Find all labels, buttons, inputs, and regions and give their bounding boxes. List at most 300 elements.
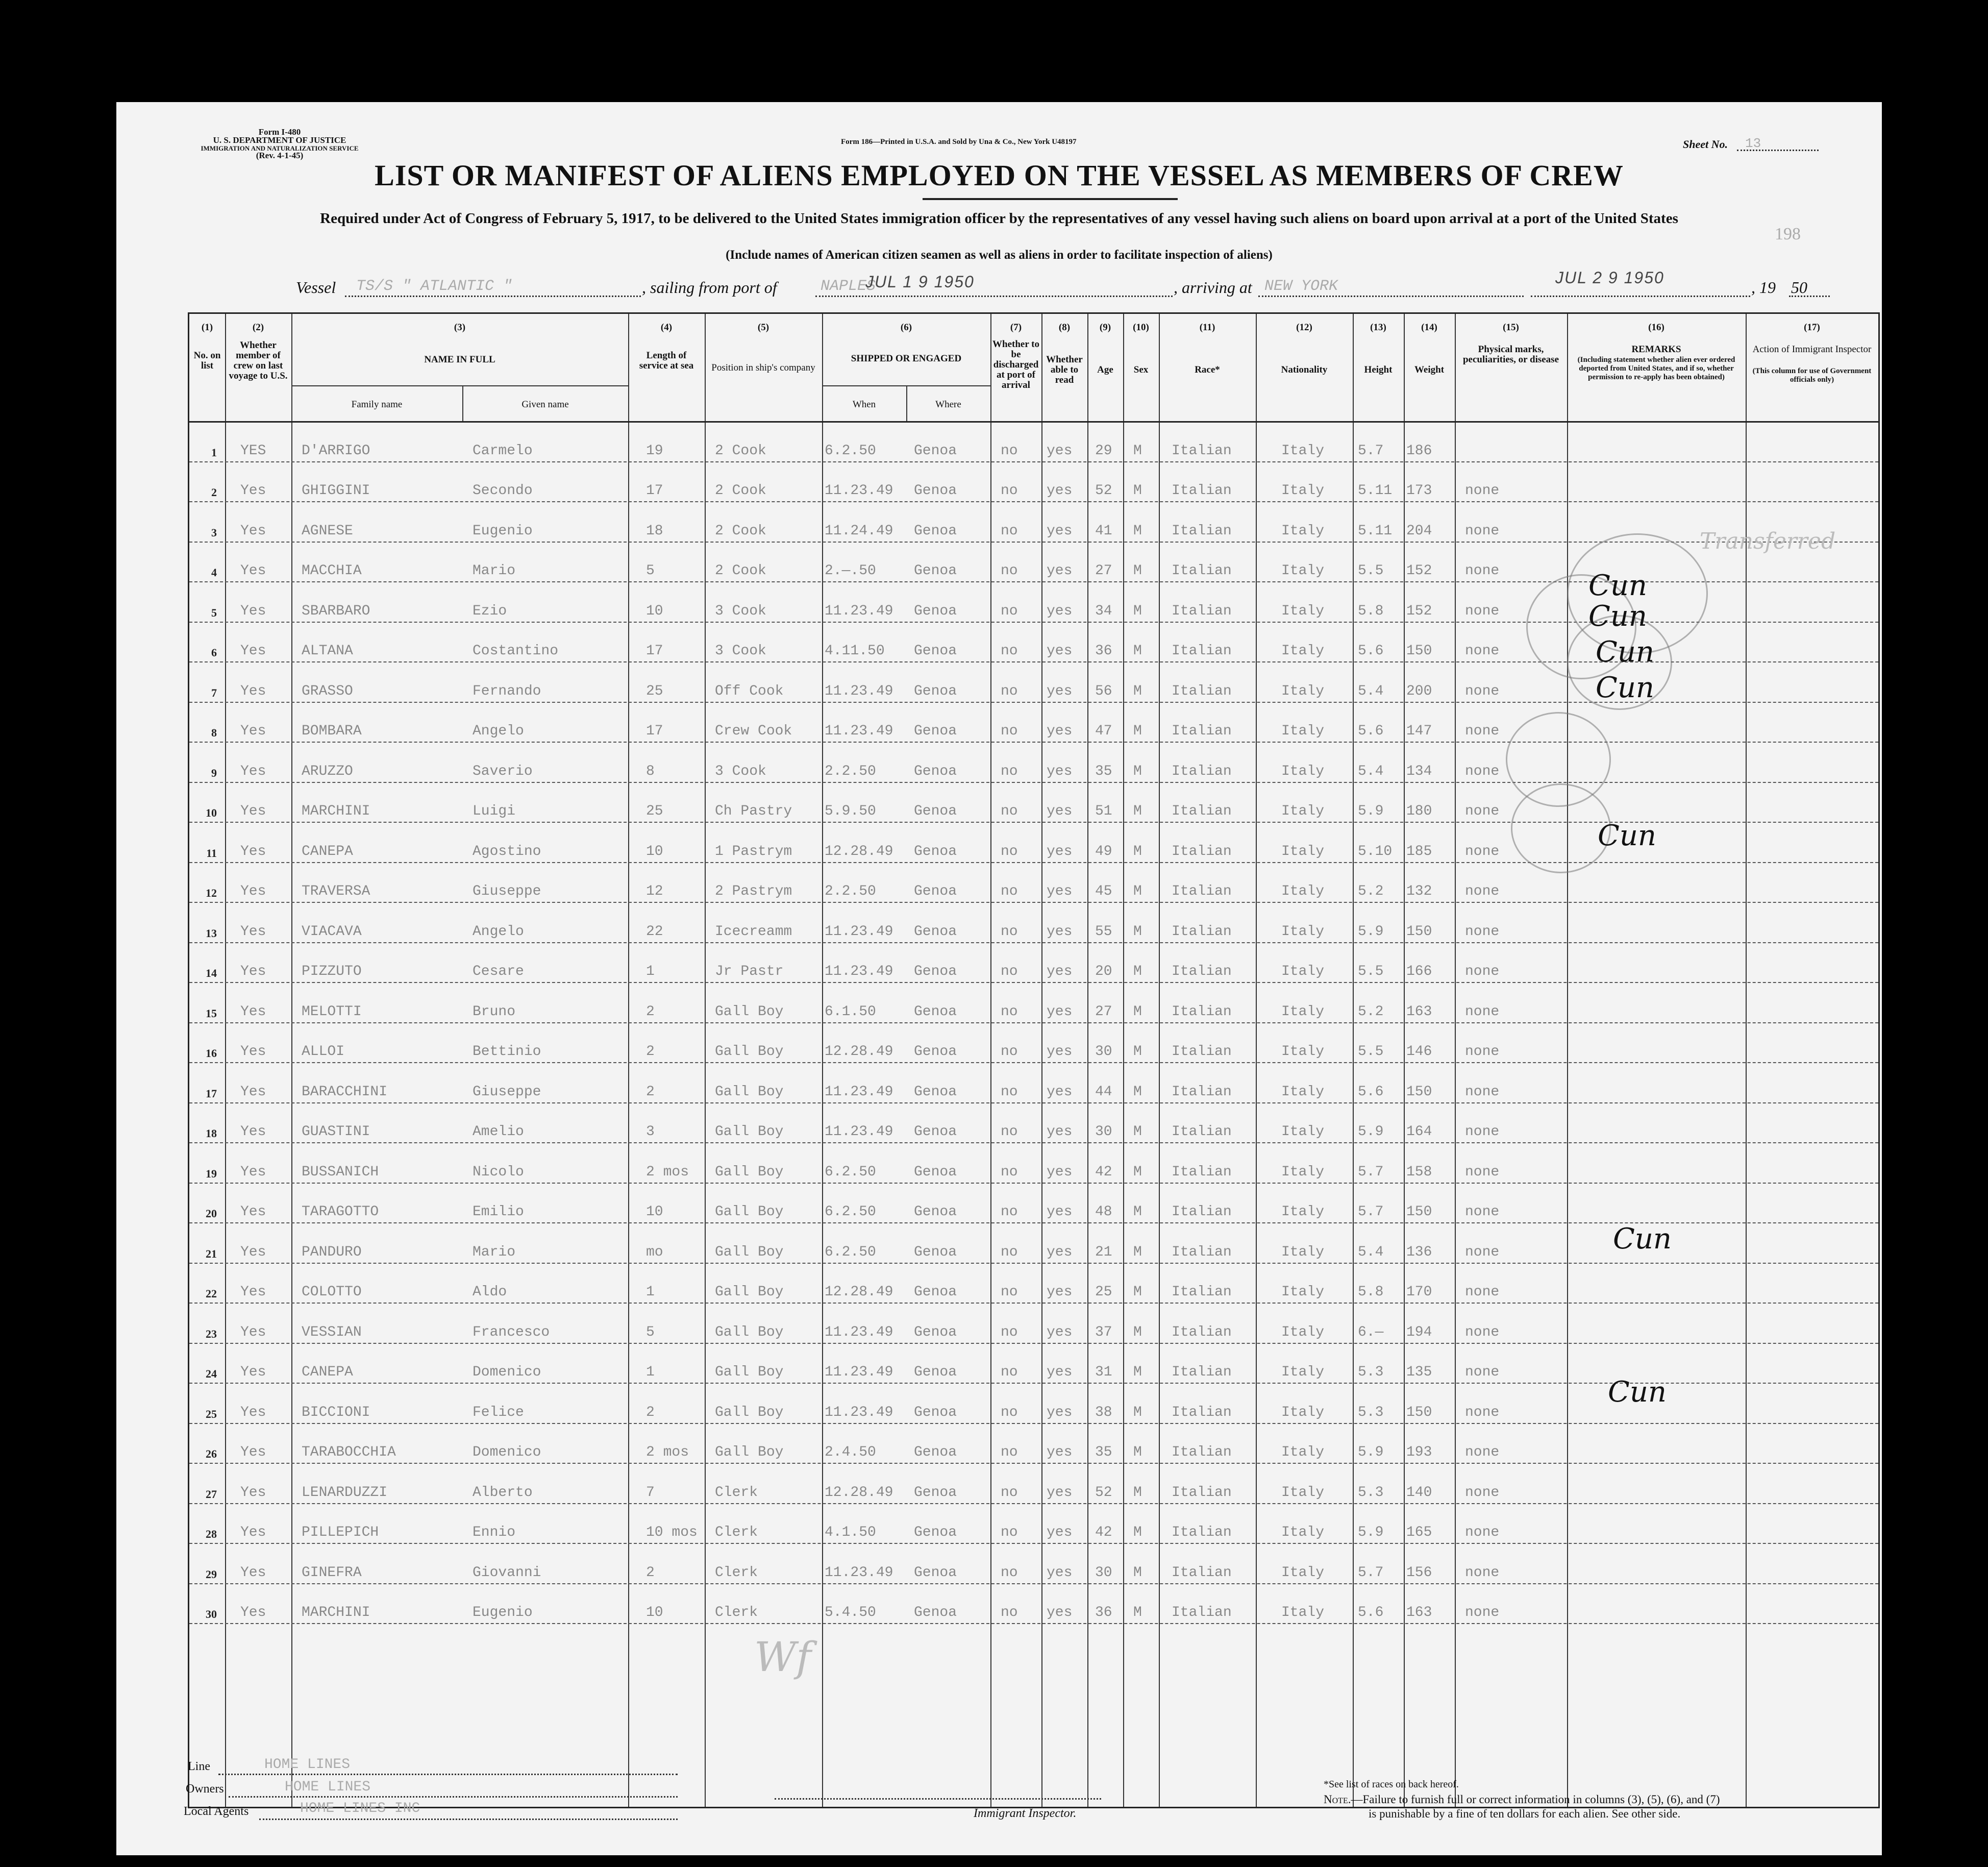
position-cell: Gall Boy: [715, 1164, 784, 1180]
line-value: HOME LINES: [264, 1757, 351, 1773]
age-cell: 51: [1095, 803, 1112, 819]
nationality-cell: Italy: [1281, 483, 1325, 499]
race-cell: Italian: [1172, 1204, 1232, 1220]
family-name-cell: GRASSO: [302, 683, 353, 699]
sex-cell: M: [1133, 1444, 1142, 1460]
col6-where-label: Where: [935, 399, 961, 410]
position-cell: 2 Cook: [715, 523, 766, 539]
sex-cell: M: [1133, 1084, 1142, 1100]
race-cell: Italian: [1172, 843, 1232, 859]
shipped-when-cell: 11.23.49: [825, 923, 893, 940]
inspector-signature-blank: [775, 1798, 1101, 1800]
row-rule: [189, 1183, 1878, 1184]
weight-cell: 156: [1406, 1564, 1432, 1581]
sex-cell: M: [1133, 1244, 1142, 1260]
given-name-cell: Emilio: [473, 1204, 524, 1220]
sex-cell: M: [1133, 1605, 1142, 1620]
col7-num: (7): [1010, 322, 1022, 333]
race-cell: Italian: [1172, 1444, 1232, 1460]
service-cell: 2: [646, 1003, 655, 1020]
service-cell: 17: [646, 483, 663, 499]
shipped-when-cell: 12.28.49: [825, 1284, 893, 1300]
position-cell: 2 Cook: [715, 563, 766, 579]
service-cell: 10 mos: [646, 1525, 698, 1540]
able-read-cell: yes: [1047, 1324, 1073, 1340]
able-read-cell: yes: [1047, 1605, 1073, 1620]
height-cell: 5.6: [1358, 1084, 1384, 1100]
age-cell: 36: [1095, 1605, 1112, 1620]
col10-label: Sex: [1133, 364, 1149, 375]
discharge-cell: no: [1001, 1044, 1018, 1060]
family-name-cell: TRAVERSA: [302, 883, 370, 899]
given-name-cell: Ezio: [473, 603, 507, 619]
shipped-where-cell: Genoa: [914, 1204, 957, 1220]
age-cell: 25: [1095, 1284, 1112, 1300]
given-name-cell: Agostino: [473, 843, 541, 859]
position-cell: Gall Boy: [715, 1244, 784, 1260]
year-value: 50: [1791, 278, 1807, 297]
row-number: 6: [211, 646, 217, 659]
marks-cell: none: [1465, 1525, 1500, 1540]
row-number: 4: [211, 566, 217, 579]
marks-cell: none: [1465, 1564, 1500, 1581]
col2-num: (2): [252, 322, 264, 333]
position-cell: Gall Boy: [715, 1404, 784, 1420]
shipped-where-cell: Genoa: [914, 1364, 957, 1380]
col13-label: Height: [1364, 364, 1393, 375]
age-cell: 30: [1095, 1564, 1112, 1581]
sex-cell: M: [1133, 1284, 1142, 1300]
shipped-where-cell: Genoa: [914, 563, 957, 579]
row-number: 30: [206, 1608, 217, 1620]
shipped-where-cell: Genoa: [914, 964, 957, 979]
race-cell: Italian: [1172, 1044, 1232, 1060]
service-cell: mo: [646, 1244, 663, 1260]
col17-label: Action of Immigrant Inspector: [1752, 344, 1872, 355]
form-number: Form I-480: [258, 127, 301, 137]
sex-cell: M: [1133, 483, 1142, 499]
shipped-where-cell: Genoa: [914, 603, 957, 619]
prev-voyage-cell: Yes: [240, 1525, 266, 1540]
prev-voyage-cell: Yes: [240, 843, 266, 859]
race-cell: Italian: [1172, 1003, 1232, 1020]
discharge-cell: no: [1001, 1244, 1018, 1260]
able-read-cell: yes: [1047, 803, 1073, 819]
height-cell: 5.3: [1358, 1364, 1384, 1380]
col8-label: Whether able to read: [1046, 354, 1083, 385]
age-cell: 34: [1095, 603, 1112, 619]
height-cell: 5.9: [1358, 1444, 1384, 1460]
shipped-when-cell: 4.1.50: [825, 1525, 876, 1540]
marks-cell: none: [1465, 1444, 1500, 1460]
shipped-when-cell: 12.28.49: [825, 1484, 893, 1501]
prev-voyage-cell: Yes: [240, 483, 266, 499]
shipped-when-cell: 11.23.49: [825, 603, 893, 619]
row-number: 5: [211, 606, 217, 619]
col3-given-label: Given name: [521, 399, 569, 410]
prev-voyage-cell: Yes: [240, 1404, 266, 1420]
shipped-where-cell: Genoa: [914, 923, 957, 940]
family-name-cell: MARCHINI: [302, 1605, 370, 1620]
family-name-cell: SBARBARO: [302, 603, 370, 619]
able-read-cell: yes: [1047, 964, 1073, 979]
discharge-cell: no: [1001, 643, 1018, 659]
col16-sub: (Including statement whether alien ever ordered deported from United States, and if so, whether permission to re-apply has been obtained): [1577, 356, 1735, 381]
col13-num: (13): [1370, 322, 1386, 333]
family-name-cell: PANDURO: [302, 1244, 362, 1260]
given-name-cell: Alberto: [473, 1484, 533, 1501]
agents-blank: [259, 1818, 678, 1820]
shipped-where-cell: Genoa: [914, 1244, 957, 1260]
marks-cell: none: [1465, 723, 1500, 739]
age-cell: 29: [1095, 443, 1112, 459]
inspector-initials: Wf: [754, 1633, 811, 1681]
penalty-note: [1324, 1792, 1720, 1807]
row-rule: [189, 1142, 1878, 1143]
height-cell: 5.6: [1358, 1605, 1384, 1620]
marks-cell: none: [1465, 1124, 1500, 1140]
shipped-where-cell: Genoa: [914, 1003, 957, 1020]
department: U. S. DEPARTMENT OF JUSTICE: [213, 135, 346, 145]
weight-cell: 185: [1406, 843, 1432, 859]
service-cell: 2 mos: [646, 1164, 689, 1180]
family-name-cell: LENARDUZZI: [302, 1484, 388, 1501]
service-cell: 7: [646, 1484, 655, 1501]
service-cell: 10: [646, 1204, 663, 1220]
manifest-subtitle: Required under Act of Congress of February 5, 1917, to be delivered to the United States immigration officer by the representatives of any vessel having such aliens on board upon arrival at a port of the United States: [320, 210, 1678, 227]
nationality-cell: Italy: [1281, 1404, 1325, 1420]
shipped-when-cell: 2.—.50: [825, 563, 876, 579]
family-name-cell: VESSIAN: [302, 1324, 362, 1340]
race-cell: Italian: [1172, 1164, 1232, 1180]
given-name-cell: Mario: [473, 1244, 516, 1260]
row-number: 21: [206, 1247, 217, 1260]
family-name-cell: CANEPA: [302, 1364, 353, 1380]
row-rule: [189, 501, 1878, 502]
row-number: 12: [206, 887, 217, 899]
port-name: NAPLES: [821, 278, 876, 295]
given-name-cell: Costantino: [473, 643, 559, 659]
header-bottom-rule: [189, 421, 1878, 423]
age-cell: 52: [1095, 483, 1112, 499]
service-cell: 2 mos: [646, 1444, 689, 1460]
family-name-cell: MELOTTI: [302, 1003, 362, 1020]
discharge-cell: no: [1001, 803, 1018, 819]
position-cell: Jr Pastr: [715, 964, 784, 979]
prev-voyage-cell: Yes: [240, 1484, 266, 1501]
prev-voyage-cell: Yes: [240, 1284, 266, 1300]
marks-cell: none: [1465, 643, 1500, 659]
able-read-cell: yes: [1047, 843, 1073, 859]
port-blank: [815, 295, 1173, 297]
height-cell: 5.8: [1358, 1284, 1384, 1300]
given-name-cell: Aldo: [473, 1284, 507, 1300]
weight-cell: 147: [1406, 723, 1432, 739]
row-number: 9: [211, 766, 217, 779]
height-cell: 5.4: [1358, 763, 1384, 779]
race-cell: Italian: [1172, 883, 1232, 899]
family-name-cell: PIZZUTO: [302, 964, 362, 979]
weight-cell: 152: [1406, 603, 1432, 619]
nationality-cell: Italy: [1281, 923, 1325, 940]
given-name-cell: Giovanni: [473, 1564, 541, 1581]
family-name-cell: MACCHIA: [302, 563, 362, 579]
shipped-where-cell: Genoa: [914, 1444, 957, 1460]
nationality-cell: Italy: [1281, 1084, 1325, 1100]
position-cell: Ch Pastry: [715, 803, 792, 819]
owners-blank: [229, 1796, 678, 1798]
discharge-cell: no: [1001, 964, 1018, 979]
position-cell: Gall Boy: [715, 1044, 784, 1060]
given-name-cell: Ennio: [473, 1525, 516, 1540]
row-rule: [189, 862, 1878, 863]
marks-cell: none: [1465, 1605, 1500, 1620]
prev-voyage-cell: Yes: [240, 803, 266, 819]
able-read-cell: yes: [1047, 1044, 1073, 1060]
prev-voyage-cell: Yes: [240, 643, 266, 659]
nationality-cell: Italy: [1281, 723, 1325, 739]
vessel-label: Vessel: [296, 278, 336, 297]
marks-cell: none: [1465, 1324, 1500, 1340]
race-cell: Italian: [1172, 1124, 1232, 1140]
weight-cell: 165: [1406, 1525, 1432, 1540]
row-number: 13: [206, 926, 217, 940]
able-read-cell: yes: [1047, 1564, 1073, 1581]
service-cell: 2: [646, 1564, 655, 1581]
nationality-cell: Italy: [1281, 563, 1325, 579]
service-cell: 1: [646, 1284, 655, 1300]
service-cell: 25: [646, 803, 663, 819]
row-number: 22: [206, 1287, 217, 1300]
col9-num: (9): [1099, 322, 1111, 333]
given-name-cell: Giuseppe: [473, 883, 541, 899]
race-cell: Italian: [1172, 1244, 1232, 1260]
nationality-cell: Italy: [1281, 1124, 1325, 1140]
able-read-cell: yes: [1047, 523, 1073, 539]
able-read-cell: yes: [1047, 883, 1073, 899]
service-cell: 19: [646, 443, 663, 459]
given-name-cell: Luigi: [473, 803, 516, 819]
row-number: 8: [211, 726, 217, 739]
col14-num: (14): [1421, 322, 1437, 333]
height-cell: 5.11: [1358, 483, 1393, 499]
row-number: 3: [211, 526, 217, 539]
shipped-when-cell: 11.23.49: [825, 723, 893, 739]
col10-num: (10): [1133, 322, 1149, 333]
printer-line: Form 186—Printed in U.S.A. and Sold by Una & Co., New York U48197: [841, 138, 1077, 146]
nationality-cell: Italy: [1281, 1605, 1325, 1620]
service-cell: 22: [646, 923, 663, 940]
service-cell: 10: [646, 603, 663, 619]
shipped-where-cell: Genoa: [914, 1404, 957, 1420]
inspector-label: Immigrant Inspector.: [974, 1807, 1077, 1820]
prev-voyage-cell: Yes: [240, 964, 266, 979]
row-number: 14: [206, 967, 217, 979]
col4-label: Length of service at sea: [639, 350, 694, 371]
age-cell: 44: [1095, 1084, 1112, 1100]
age-cell: 20: [1095, 964, 1112, 979]
shipped-where-cell: Genoa: [914, 643, 957, 659]
shipped-when-cell: 6.2.50: [825, 1164, 876, 1180]
race-cell: Italian: [1172, 763, 1232, 779]
col3-family-label: Family name: [351, 399, 403, 410]
weight-cell: 180: [1406, 803, 1432, 819]
prev-voyage-cell: Yes: [240, 1324, 266, 1340]
able-read-cell: yes: [1047, 1404, 1073, 1420]
given-name-cell: Saverio: [473, 763, 533, 779]
prev-voyage-cell: Yes: [240, 1444, 266, 1460]
able-read-cell: yes: [1047, 1003, 1073, 1020]
shipped-when-cell: 11.23.49: [825, 1324, 893, 1340]
shipped-when-cell: 12.28.49: [825, 843, 893, 859]
row-rule: [189, 1303, 1878, 1304]
service-cell: 25: [646, 683, 663, 699]
discharge-cell: no: [1001, 1605, 1018, 1620]
col7-label: Whether to be discharged at port of arrival: [992, 339, 1039, 390]
age-cell: 21: [1095, 1244, 1112, 1260]
shipped-when-cell: 11.24.49: [825, 523, 893, 539]
manifest-instruction: (Include names of American citizen seamen as well as aliens in order to facilitate inspection of aliens): [726, 248, 1273, 262]
sex-cell: M: [1133, 603, 1142, 619]
weight-cell: 193: [1406, 1444, 1432, 1460]
age-cell: 45: [1095, 883, 1112, 899]
handwritten-initials: Cun: [1613, 1222, 1672, 1256]
age-cell: 52: [1095, 1484, 1112, 1501]
age-cell: 47: [1095, 723, 1112, 739]
marks-cell: none: [1465, 1404, 1500, 1420]
family-name-cell: BICCIONI: [302, 1404, 370, 1420]
height-cell: 5.9: [1358, 1525, 1384, 1540]
age-cell: 42: [1095, 1525, 1112, 1540]
sex-cell: M: [1133, 923, 1142, 940]
shipped-where-cell: Genoa: [914, 803, 957, 819]
vessel-blank: [345, 295, 641, 297]
race-cell: Italian: [1172, 483, 1232, 499]
prev-voyage-cell: Yes: [240, 1244, 266, 1260]
height-cell: 5.4: [1358, 1244, 1384, 1260]
age-cell: 37: [1095, 1324, 1112, 1340]
height-cell: 5.7: [1358, 1164, 1384, 1180]
discharge-cell: no: [1001, 1484, 1018, 1501]
sailing-label: , sailing from port of: [642, 278, 777, 297]
race-cell: Italian: [1172, 923, 1232, 940]
height-cell: 5.5: [1358, 563, 1384, 579]
height-cell: 5.9: [1358, 1124, 1384, 1140]
prev-voyage-cell: YES: [240, 443, 266, 459]
discharge-cell: no: [1001, 843, 1018, 859]
shipped-where-cell: Genoa: [914, 1564, 957, 1581]
owners-value: HOME LINES: [285, 1779, 371, 1795]
position-cell: 1 Pastrym: [715, 843, 792, 859]
discharge-cell: no: [1001, 1404, 1018, 1420]
discharge-cell: no: [1001, 923, 1018, 940]
nationality-cell: Italy: [1281, 1164, 1325, 1180]
position-cell: 2 Pastrym: [715, 883, 792, 899]
race-cell: Italian: [1172, 723, 1232, 739]
able-read-cell: yes: [1047, 1164, 1073, 1180]
marks-cell: none: [1465, 603, 1500, 619]
weight-cell: 173: [1406, 483, 1432, 499]
col1-num: (1): [201, 322, 213, 333]
marks-cell: none: [1465, 964, 1500, 979]
agents-value: HOME LINES INC: [300, 1801, 420, 1816]
given-name-cell: Nicolo: [473, 1164, 524, 1180]
marks-cell: none: [1465, 1484, 1500, 1501]
position-cell: 3 Cook: [715, 763, 766, 779]
discharge-cell: no: [1001, 723, 1018, 739]
able-read-cell: yes: [1047, 1244, 1073, 1260]
col6-label: SHIPPED OR ENGAGED: [851, 353, 962, 364]
marks-cell: none: [1465, 1284, 1500, 1300]
col5-num: (5): [757, 322, 769, 333]
age-cell: 35: [1095, 763, 1112, 779]
discharge-cell: no: [1001, 1204, 1018, 1220]
row-rule: [189, 982, 1878, 983]
given-name-cell: Eugenio: [473, 523, 533, 539]
shipped-where-cell: Genoa: [914, 523, 957, 539]
marks-cell: none: [1465, 803, 1500, 819]
prev-voyage-cell: Yes: [240, 763, 266, 779]
race-cell: Italian: [1172, 1605, 1232, 1620]
given-name-cell: Bruno: [473, 1003, 516, 1020]
position-cell: Clerk: [715, 1484, 758, 1501]
weight-cell: 204: [1406, 523, 1432, 539]
col17-sub: (This column for use of Government officials only): [1752, 367, 1872, 384]
consular-stamp: [1511, 783, 1611, 873]
race-cell: Italian: [1172, 803, 1232, 819]
col1-label: No. on list: [193, 350, 221, 371]
given-name-cell: Bettinio: [473, 1044, 541, 1060]
row-number: 2: [211, 486, 217, 499]
nationality-cell: Italy: [1281, 1525, 1325, 1540]
owners-label: Owners: [186, 1782, 224, 1796]
position-cell: Gall Boy: [715, 1124, 784, 1140]
nationality-cell: Italy: [1281, 1003, 1325, 1020]
race-cell: Italian: [1172, 523, 1232, 539]
height-cell: 5.9: [1358, 923, 1384, 940]
prev-voyage-cell: Yes: [240, 1084, 266, 1100]
shipped-when-cell: 2.2.50: [825, 883, 876, 899]
col15-label: Physical marks, peculiarities, or disease: [1462, 344, 1559, 365]
row-number: 25: [206, 1407, 217, 1420]
family-name-cell: ALTANA: [302, 643, 353, 659]
family-name-cell: BUSSANICH: [302, 1164, 379, 1180]
shipped-when-cell: 6.1.50: [825, 1003, 876, 1020]
race-cell: Italian: [1172, 443, 1232, 459]
marks-cell: none: [1465, 683, 1500, 699]
able-read-cell: yes: [1047, 443, 1073, 459]
row-number: 27: [206, 1487, 217, 1501]
position-cell: Gall Boy: [715, 1324, 784, 1340]
age-cell: 55: [1095, 923, 1112, 940]
arrival-date-blank: [1531, 295, 1750, 297]
sex-cell: M: [1133, 1003, 1142, 1020]
height-cell: 5.5: [1358, 1044, 1384, 1060]
note-label: Note.: [1324, 1793, 1351, 1806]
row-number: 7: [211, 686, 217, 699]
sex-cell: M: [1133, 643, 1142, 659]
handwritten-initials: Cun: [1596, 635, 1654, 669]
family-name-cell: BOMBARA: [302, 723, 362, 739]
height-cell: 5.7: [1358, 1564, 1384, 1581]
stamp-number: 198: [1775, 225, 1801, 243]
position-cell: Clerk: [715, 1564, 758, 1581]
sex-cell: M: [1133, 1564, 1142, 1581]
height-cell: 5.7: [1358, 443, 1384, 459]
col3-subrule: [291, 385, 628, 386]
sheet-label: Sheet No.: [1683, 138, 1728, 151]
arrival-port-blank: [1258, 295, 1524, 297]
